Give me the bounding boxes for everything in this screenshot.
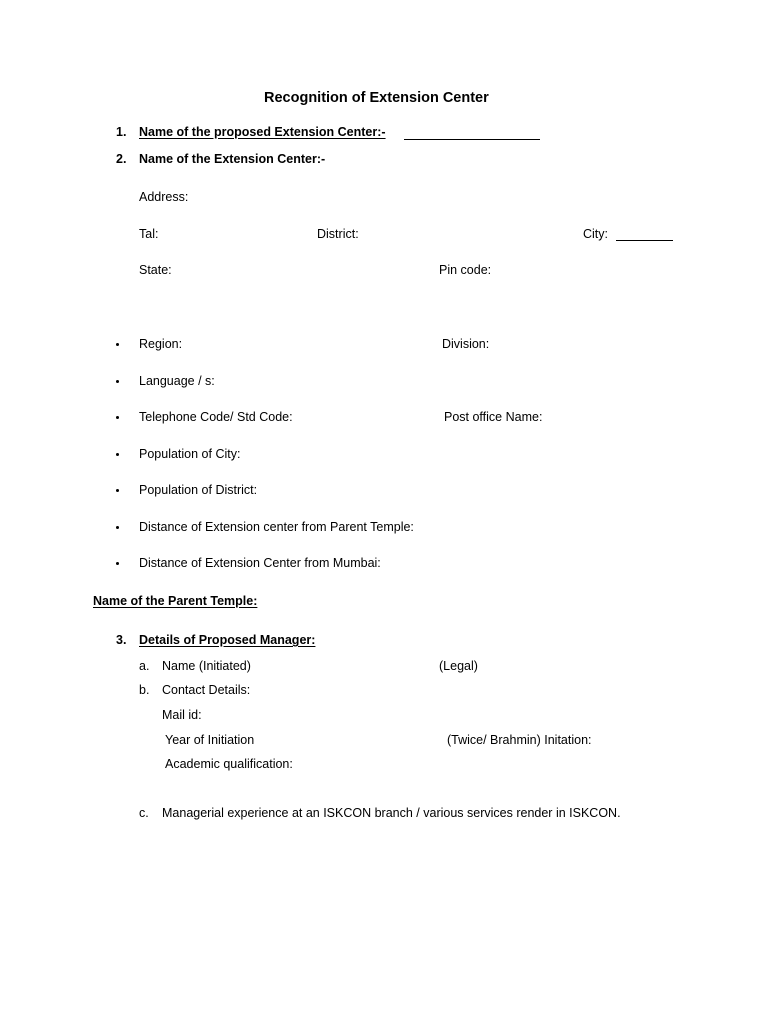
bullet-dot — [116, 562, 119, 565]
bullet-dot — [116, 489, 119, 492]
mail-id-label: Mail id: — [162, 708, 202, 722]
division-label: Division: — [442, 337, 490, 351]
list-marker-a: a. — [139, 659, 150, 673]
bullet-dot — [116, 416, 119, 419]
parent-temple-heading: Name of the Parent Temple: — [93, 594, 258, 608]
distance-parent-temple-label: Distance of Extension center from Parent Temple: — [139, 520, 414, 534]
state-label: State: — [139, 263, 172, 277]
contact-details-label: Contact Details: — [162, 683, 251, 697]
year-of-initiation-label: Year of Initiation — [165, 733, 255, 747]
tal-label: Tal: — [139, 227, 159, 241]
bullet-dot — [116, 453, 119, 456]
bullet-dot — [116, 343, 119, 346]
initiation-type-label: (Twice/ Brahmin) Initation: — [447, 733, 592, 747]
language-label: Language / s: — [139, 374, 215, 388]
academic-qualification-label: Academic qualification: — [165, 757, 293, 771]
item-1-label: Name of the proposed Extension Center:- — [139, 125, 386, 139]
population-district-label: Population of District: — [139, 483, 258, 497]
post-office-label: Post office Name: — [444, 410, 543, 424]
telephone-code-label: Telephone Code/ Std Code: — [139, 410, 293, 424]
city-label: City: — [583, 227, 608, 241]
city-fill-line — [616, 240, 673, 241]
item-2-number: 2. — [116, 152, 127, 166]
page-title: Recognition of Extension Center — [264, 90, 489, 106]
item-1-number: 1. — [116, 125, 127, 139]
managerial-experience-label: Managerial experience at an ISKCON branch / various services render in ISKCON. — [162, 806, 621, 820]
region-label: Region: — [139, 337, 183, 351]
bullet-dot — [116, 380, 119, 383]
district-label: District: — [317, 227, 359, 241]
population-city-label: Population of City: — [139, 447, 241, 461]
item-3-label: Details of Proposed Manager: — [139, 633, 316, 647]
item-3-number: 3. — [116, 633, 127, 647]
list-marker-b: b. — [139, 683, 150, 697]
item-2-label: Name of the Extension Center:- — [139, 152, 326, 166]
list-marker-c: c. — [139, 806, 149, 820]
distance-mumbai-label: Distance of Extension Center from Mumbai: — [139, 556, 381, 570]
pin-code-label: Pin code: — [439, 263, 492, 277]
name-initiated-label: Name (Initiated) — [162, 659, 251, 673]
legal-name-label: (Legal) — [439, 659, 478, 673]
item-1-fill-line — [404, 139, 540, 140]
address-label: Address: — [139, 190, 189, 204]
bullet-dot — [116, 526, 119, 529]
